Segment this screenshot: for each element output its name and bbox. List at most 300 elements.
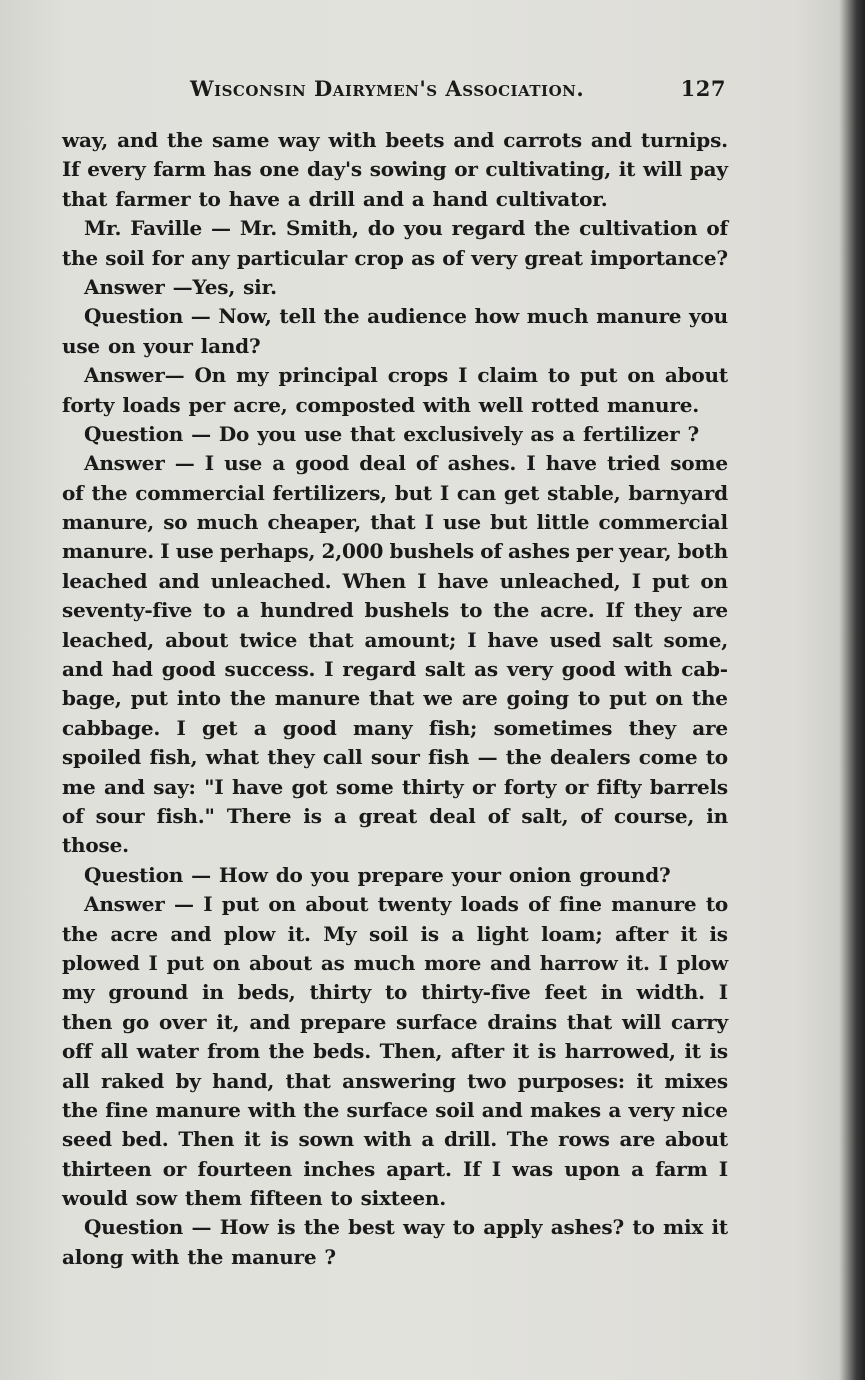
word: very — [628, 1097, 675, 1122]
word: perhaps, — [219, 539, 316, 564]
word: I — [424, 510, 434, 535]
word: one — [259, 157, 300, 182]
word: same — [211, 128, 270, 152]
word: of — [528, 892, 550, 917]
word: the — [167, 128, 203, 152]
word: beds, — [237, 980, 296, 1005]
word: way — [402, 1215, 445, 1240]
word: acre. — [540, 598, 595, 623]
word: the — [62, 1097, 98, 1122]
word: you — [689, 304, 728, 329]
word: farm — [655, 1156, 708, 1181]
word: of — [62, 480, 84, 505]
word: carrots — [503, 128, 582, 152]
word: and — [590, 128, 632, 152]
word: with — [422, 392, 471, 417]
word: a — [272, 451, 286, 476]
word: to — [632, 1215, 655, 1240]
word: or — [162, 1156, 187, 1181]
word: to — [198, 186, 221, 211]
word: put — [221, 892, 259, 917]
text-line — [62, 833, 728, 862]
word: the — [505, 745, 542, 770]
word: use — [224, 451, 263, 476]
text-line — [62, 334, 728, 363]
word: fine — [559, 892, 602, 917]
word: ashes — [508, 539, 570, 564]
word: and — [117, 128, 158, 152]
text-line — [62, 451, 728, 480]
word: unleached, — [499, 568, 621, 593]
word: hand — [432, 186, 488, 211]
word: have — [231, 774, 284, 799]
word: claim — [477, 363, 538, 388]
word: fish." — [156, 803, 215, 828]
word: about — [165, 627, 229, 652]
word: salt — [612, 627, 653, 652]
word: but — [394, 480, 432, 505]
word: a — [333, 803, 347, 828]
word: fertilizer — [583, 421, 680, 446]
word: much — [353, 950, 416, 975]
word: is — [709, 1039, 728, 1064]
word: the — [91, 480, 128, 505]
word: and — [481, 1097, 523, 1122]
word: fertilizers, — [272, 480, 387, 505]
word: by — [175, 1068, 201, 1093]
word: forty — [503, 774, 557, 799]
word: it — [512, 1039, 530, 1064]
text-line — [62, 922, 728, 951]
word: fourteen — [197, 1156, 293, 1181]
word: they — [267, 745, 315, 770]
word: it — [618, 157, 636, 182]
word: ground? — [579, 862, 671, 887]
word: are — [692, 715, 728, 740]
word: fifty — [596, 774, 642, 799]
word: get — [503, 480, 540, 505]
word: how — [474, 304, 519, 329]
word: Question — [84, 1215, 184, 1240]
word: soil — [369, 921, 409, 946]
word: it. — [626, 950, 650, 975]
word: forty — [62, 392, 115, 417]
word: to — [330, 1186, 353, 1211]
word: —Yes, — [172, 274, 236, 299]
word: will — [642, 157, 683, 182]
text-line — [62, 216, 728, 245]
word: manure — [231, 1244, 317, 1269]
word: particular — [236, 245, 348, 270]
word: that — [350, 421, 396, 446]
word: ashes. — [447, 451, 517, 476]
word: rotted — [531, 392, 599, 417]
word: apply — [483, 1215, 543, 1240]
word: exclusively — [403, 421, 523, 446]
word: of — [706, 216, 728, 241]
word: bushels — [364, 598, 450, 623]
word: along — [62, 1244, 124, 1269]
word: best — [348, 1215, 395, 1240]
word: that — [566, 1009, 613, 1034]
running-title: Wisconsin Dairymen's Association. — [190, 76, 585, 101]
word: thirty — [309, 980, 372, 1005]
word: thirty — [401, 774, 464, 799]
word: year, — [618, 539, 672, 564]
word: as — [320, 950, 345, 975]
word: to — [384, 980, 408, 1005]
word: is — [537, 1039, 557, 1064]
word: thirteen — [62, 1156, 152, 1181]
word: raked — [100, 1068, 165, 1093]
word: do — [367, 216, 395, 241]
word: of — [62, 803, 84, 828]
word: about — [248, 950, 313, 975]
word: carry — [671, 1009, 728, 1034]
word: I — [204, 451, 214, 476]
word: good — [282, 715, 337, 740]
word: pay — [689, 157, 728, 182]
text-line — [62, 892, 728, 921]
word: manure. — [606, 392, 699, 417]
word: twenty — [377, 892, 452, 917]
word: manure — [611, 892, 697, 917]
text-line — [62, 187, 728, 216]
word: I — [491, 1156, 501, 1181]
word: — — [477, 745, 498, 770]
word: Then — [178, 1127, 235, 1152]
word: sour — [370, 745, 420, 770]
word: many — [353, 715, 413, 740]
word: I — [176, 715, 186, 740]
word: I — [439, 480, 450, 505]
text-line — [62, 1186, 728, 1215]
word: If — [462, 1156, 481, 1181]
word: and — [170, 921, 212, 946]
word: on — [700, 568, 728, 593]
word: How — [219, 1215, 269, 1240]
word: on — [107, 333, 136, 358]
text-line — [62, 863, 728, 892]
word: any — [190, 245, 230, 270]
word: fish — [428, 745, 470, 770]
word: beets — [385, 128, 445, 152]
word: drill — [308, 186, 355, 211]
word: had — [111, 657, 153, 682]
word: put — [652, 568, 690, 593]
word: I — [658, 950, 668, 975]
word: that — [370, 510, 416, 535]
word: you — [403, 216, 443, 241]
text-line — [62, 304, 728, 333]
word: the — [493, 598, 530, 623]
word: you — [257, 421, 297, 446]
word: with — [328, 128, 377, 152]
word: and — [158, 568, 200, 593]
word: in — [600, 980, 623, 1005]
text-line — [62, 1010, 728, 1039]
word: crop — [354, 245, 404, 270]
word: but — [490, 510, 528, 535]
word: about — [664, 1127, 728, 1152]
word: for — [151, 245, 184, 270]
text-line — [62, 657, 728, 686]
word: I — [718, 1156, 728, 1181]
word: I — [467, 627, 477, 652]
word: use — [442, 510, 481, 535]
word: mixes — [664, 1068, 728, 1093]
word: plowed — [62, 950, 140, 975]
word: upon — [564, 1156, 620, 1181]
word: harrowed, — [564, 1039, 676, 1064]
word: onion — [508, 862, 572, 887]
word: prepare — [357, 862, 444, 887]
word: the — [303, 1215, 340, 1240]
word: with — [131, 1244, 180, 1269]
word: is — [303, 803, 322, 828]
word: will — [621, 1009, 662, 1034]
word: call — [322, 745, 363, 770]
word: over — [158, 1009, 207, 1034]
word: ? — [324, 1244, 336, 1269]
word: land? — [200, 333, 261, 358]
word: my — [236, 363, 269, 388]
word: If — [605, 598, 624, 623]
word: deal — [359, 451, 406, 476]
word: dealers — [550, 745, 631, 770]
word: in — [706, 803, 728, 828]
text-line — [62, 393, 728, 422]
word: feet — [544, 980, 587, 1005]
word: little — [536, 510, 590, 535]
text-line — [62, 1098, 728, 1127]
word: cultivating, — [485, 157, 612, 182]
word: it — [244, 1127, 261, 1152]
word: commercial — [135, 480, 265, 505]
word: The — [506, 1127, 549, 1152]
word: that — [308, 627, 354, 652]
page-number: 127 — [680, 76, 726, 101]
word: Do — [218, 421, 250, 446]
word: manure, — [62, 510, 155, 535]
text-line — [62, 686, 728, 715]
word: more — [424, 950, 482, 975]
word: harrow — [539, 950, 618, 975]
word: Question — [84, 862, 184, 887]
word: come — [638, 745, 698, 770]
word: seed — [62, 1127, 112, 1152]
word: the — [323, 304, 360, 329]
word: drains — [487, 1009, 557, 1034]
word: the — [62, 921, 98, 946]
word: put — [130, 686, 168, 711]
word: — — [174, 451, 195, 476]
word: a — [236, 598, 250, 623]
word: well — [478, 392, 524, 417]
word: cabbage. — [62, 715, 161, 740]
word: have — [487, 627, 539, 652]
running-header — [62, 74, 728, 106]
word: was — [512, 1156, 553, 1181]
word: after — [614, 921, 669, 946]
word: There — [226, 803, 292, 828]
word: cultivator. — [495, 186, 608, 211]
word: turnips. — [640, 128, 728, 152]
word: so — [163, 510, 188, 535]
word: I — [526, 451, 536, 476]
word: into — [176, 686, 221, 711]
text-line — [62, 951, 728, 980]
word: of — [415, 451, 438, 476]
word: bage, — [62, 686, 122, 711]
word: apart. — [386, 1156, 452, 1181]
text-line — [62, 1039, 728, 1068]
word: Mr. — [239, 216, 278, 241]
word: On — [194, 363, 227, 388]
word: manure — [596, 304, 682, 329]
word: have — [545, 451, 597, 476]
word: I — [148, 950, 158, 975]
word: we — [423, 686, 453, 711]
word: that — [62, 186, 108, 211]
text-line — [62, 980, 728, 1009]
word: bushels — [389, 539, 474, 564]
word: have — [228, 186, 280, 211]
word: seventy-five — [62, 598, 193, 623]
word: your — [451, 862, 501, 887]
word: Answer— — [84, 363, 185, 388]
word: tell — [279, 304, 316, 329]
word: you — [310, 862, 350, 887]
word: on — [212, 950, 241, 975]
text-line — [62, 157, 728, 186]
word: salt, — [521, 803, 569, 828]
word: as — [411, 245, 435, 270]
word: and — [362, 186, 404, 211]
text-line — [62, 1245, 728, 1274]
word: I — [458, 363, 468, 388]
word: to — [452, 1215, 475, 1240]
word: unleached. — [210, 568, 332, 593]
word: tried — [606, 451, 661, 476]
text-line — [62, 569, 728, 598]
word: drill. — [443, 1127, 498, 1152]
word: it — [680, 921, 697, 946]
word: much — [196, 510, 259, 535]
word: do — [275, 862, 303, 887]
word: manure — [155, 1097, 241, 1122]
word: are — [461, 686, 498, 711]
text-line — [62, 804, 728, 833]
word: what — [205, 745, 259, 770]
word: acre, — [233, 392, 288, 417]
word: course, — [614, 803, 695, 828]
word: would — [62, 1186, 128, 1211]
word: of — [580, 803, 602, 828]
word: that — [369, 686, 415, 711]
word: I — [631, 568, 641, 593]
word: commercial — [598, 510, 728, 535]
word: have — [437, 568, 489, 593]
text-line — [62, 481, 728, 510]
word: manure — [274, 686, 361, 711]
word: Smith, — [286, 216, 359, 241]
word: to — [547, 363, 571, 388]
word: as — [530, 421, 555, 446]
word: is — [270, 1127, 289, 1152]
word: — — [191, 1215, 212, 1240]
word: 2,000 — [321, 539, 384, 564]
word: good — [295, 451, 350, 476]
word: sixteen. — [360, 1186, 446, 1211]
word: amount; — [364, 627, 457, 652]
word: principal — [278, 363, 378, 388]
text-line — [62, 598, 728, 627]
word: Mr. — [84, 216, 122, 241]
word: leached — [62, 568, 148, 593]
word: hundred — [260, 598, 354, 623]
word: use — [304, 421, 343, 446]
word: with — [624, 657, 673, 682]
word: ashes? — [550, 1215, 625, 1240]
word: Answer — [84, 274, 165, 299]
word: to — [705, 745, 728, 770]
word: on — [627, 363, 655, 388]
word: I — [324, 657, 334, 682]
word: on — [268, 892, 296, 917]
word: I — [160, 539, 170, 564]
word: cheaper, — [267, 510, 362, 535]
word: prepare — [300, 1009, 387, 1034]
word: sow — [135, 1186, 177, 1211]
word: about — [664, 363, 728, 388]
word: hand, — [212, 1068, 275, 1093]
word: can — [456, 480, 496, 505]
text-line — [62, 246, 728, 275]
word: off — [62, 1039, 92, 1064]
word: My — [323, 921, 357, 946]
word: a — [631, 1156, 644, 1181]
word: going — [506, 686, 569, 711]
word: great — [524, 245, 583, 270]
word: it — [636, 1068, 653, 1093]
word: much — [526, 304, 589, 329]
word: with — [363, 1127, 412, 1152]
word: plow — [676, 950, 728, 975]
word: and — [489, 950, 531, 975]
word: they — [634, 598, 682, 623]
word: two — [467, 1068, 507, 1093]
word: fish, — [149, 745, 198, 770]
word: importance? — [590, 245, 728, 270]
word: good — [561, 657, 616, 682]
word: is — [420, 921, 439, 946]
word: soil — [105, 245, 145, 270]
word: the — [187, 1244, 224, 1269]
word: and — [249, 1009, 291, 1034]
word: inches — [303, 1156, 376, 1181]
word: is — [276, 1215, 296, 1240]
word: and — [62, 657, 103, 682]
word: the — [303, 1097, 340, 1122]
word: per — [188, 392, 226, 417]
word: Faville — [130, 216, 203, 241]
word: are — [692, 598, 728, 623]
word: sown — [298, 1127, 355, 1152]
word: thirty-five — [421, 980, 531, 1005]
word: all — [100, 1039, 129, 1064]
word: a — [287, 186, 301, 211]
